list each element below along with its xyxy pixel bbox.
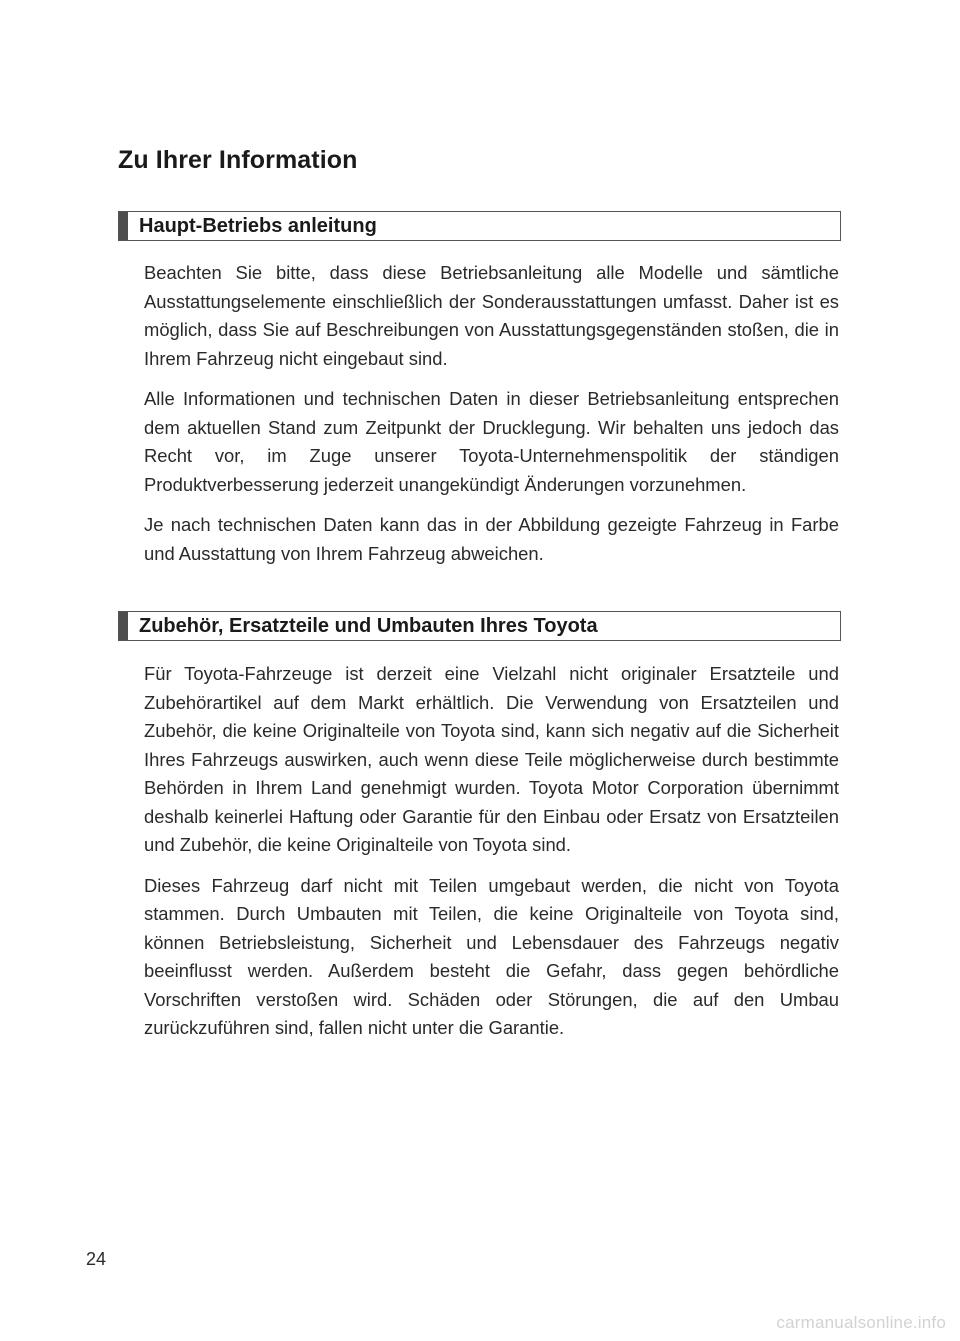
- paragraph: Alle Informationen und technischen Daten in dieser Betriebsanleitung entsprechen dem aktuellen Stand zum Zeitpunkt der Drucklegung. Wir behalten uns jedoch das Recht vor, im Zuge unserer Toyota-Unternehmenspolitik der ständigen Produktverbesserung jederzeit unangekündigt Änderungen vorzunehmen.: [144, 388, 839, 495]
- section-heading-haupt-betriebsanleitung: [118, 211, 841, 241]
- watermark: carmanualsonline.info: [776, 1313, 946, 1332]
- paragraph: Dieses Fahrzeug darf nicht mit Teilen umgebaut werden, die nicht von Toyota stammen. Durch Umbauten mit Teilen, die keine Originalteile von Toyota sind, können Betriebsleistung, Sicherheit und Lebensdauer des Fahrzeugs negativ beeinflusst werden. Außerdem besteht die Gefahr, dass gegen behördliche Vorschriften verstoßen wird. Schäden oder Störungen, die auf den Umbau zurückzuführen sind, fallen nicht unter die Garantie.: [144, 874, 839, 1038]
- section-heading-accent: [119, 212, 128, 240]
- paragraph: Für Toyota-Fahrzeuge ist derzeit eine Vielzahl nicht originaler Ersatzteile und Zubehörartikel auf dem Markt erhältlich. Die Verwendung von Ersatzteilen und Zubehör, die keine Originalteile von Toyota sind, kann sich negativ auf die Sicherheit Ihres Fahrzeugs auswirken, auch wenn diese Teile möglicherweise durch bestimmte Behörden in Ihrem Land genehmigt wurden. Toyota Motor Corporation übernimmt deshalb keinerlei Haftung oder Garantie für den Einbau oder Ersatz von Ersatzteilen und Zubehör, die keine Originalteile von Toyota sind.: [144, 663, 839, 855]
- paragraph: Beachten Sie bitte, dass diese Betriebsanleitung alle Modelle und sämtliche Ausstattungselemente einschließlich der Sonderausstattungen umfasst. Daher ist es möglich, dass Sie auf Beschreibungen von Ausstattungsgegenständen stoßen, die in Ihrem Fahrzeug nicht eingebaut sind.: [144, 262, 839, 369]
- section-body-haupt-betriebsanleitung: [144, 259, 839, 580]
- page-number: 24: [86, 1249, 107, 1269]
- section-heading-zubehoer: [118, 611, 841, 641]
- section-heading-accent: [119, 612, 128, 640]
- section-heading-label: Zubehör, Ersatzteile und Umbauten Ihres Toyota: [139, 614, 598, 637]
- page-title: Zu Ihrer Information: [118, 146, 358, 174]
- section-heading-label: Haupt-Betriebs anleitung: [139, 214, 377, 237]
- section-body-zubehoer: [144, 660, 839, 1055]
- paragraph: Je nach technischen Daten kann das in der Abbildung gezeigte Fahrzeug in Farbe und Ausstattung von Ihrem Fahrzeug abweichen.: [144, 514, 839, 564]
